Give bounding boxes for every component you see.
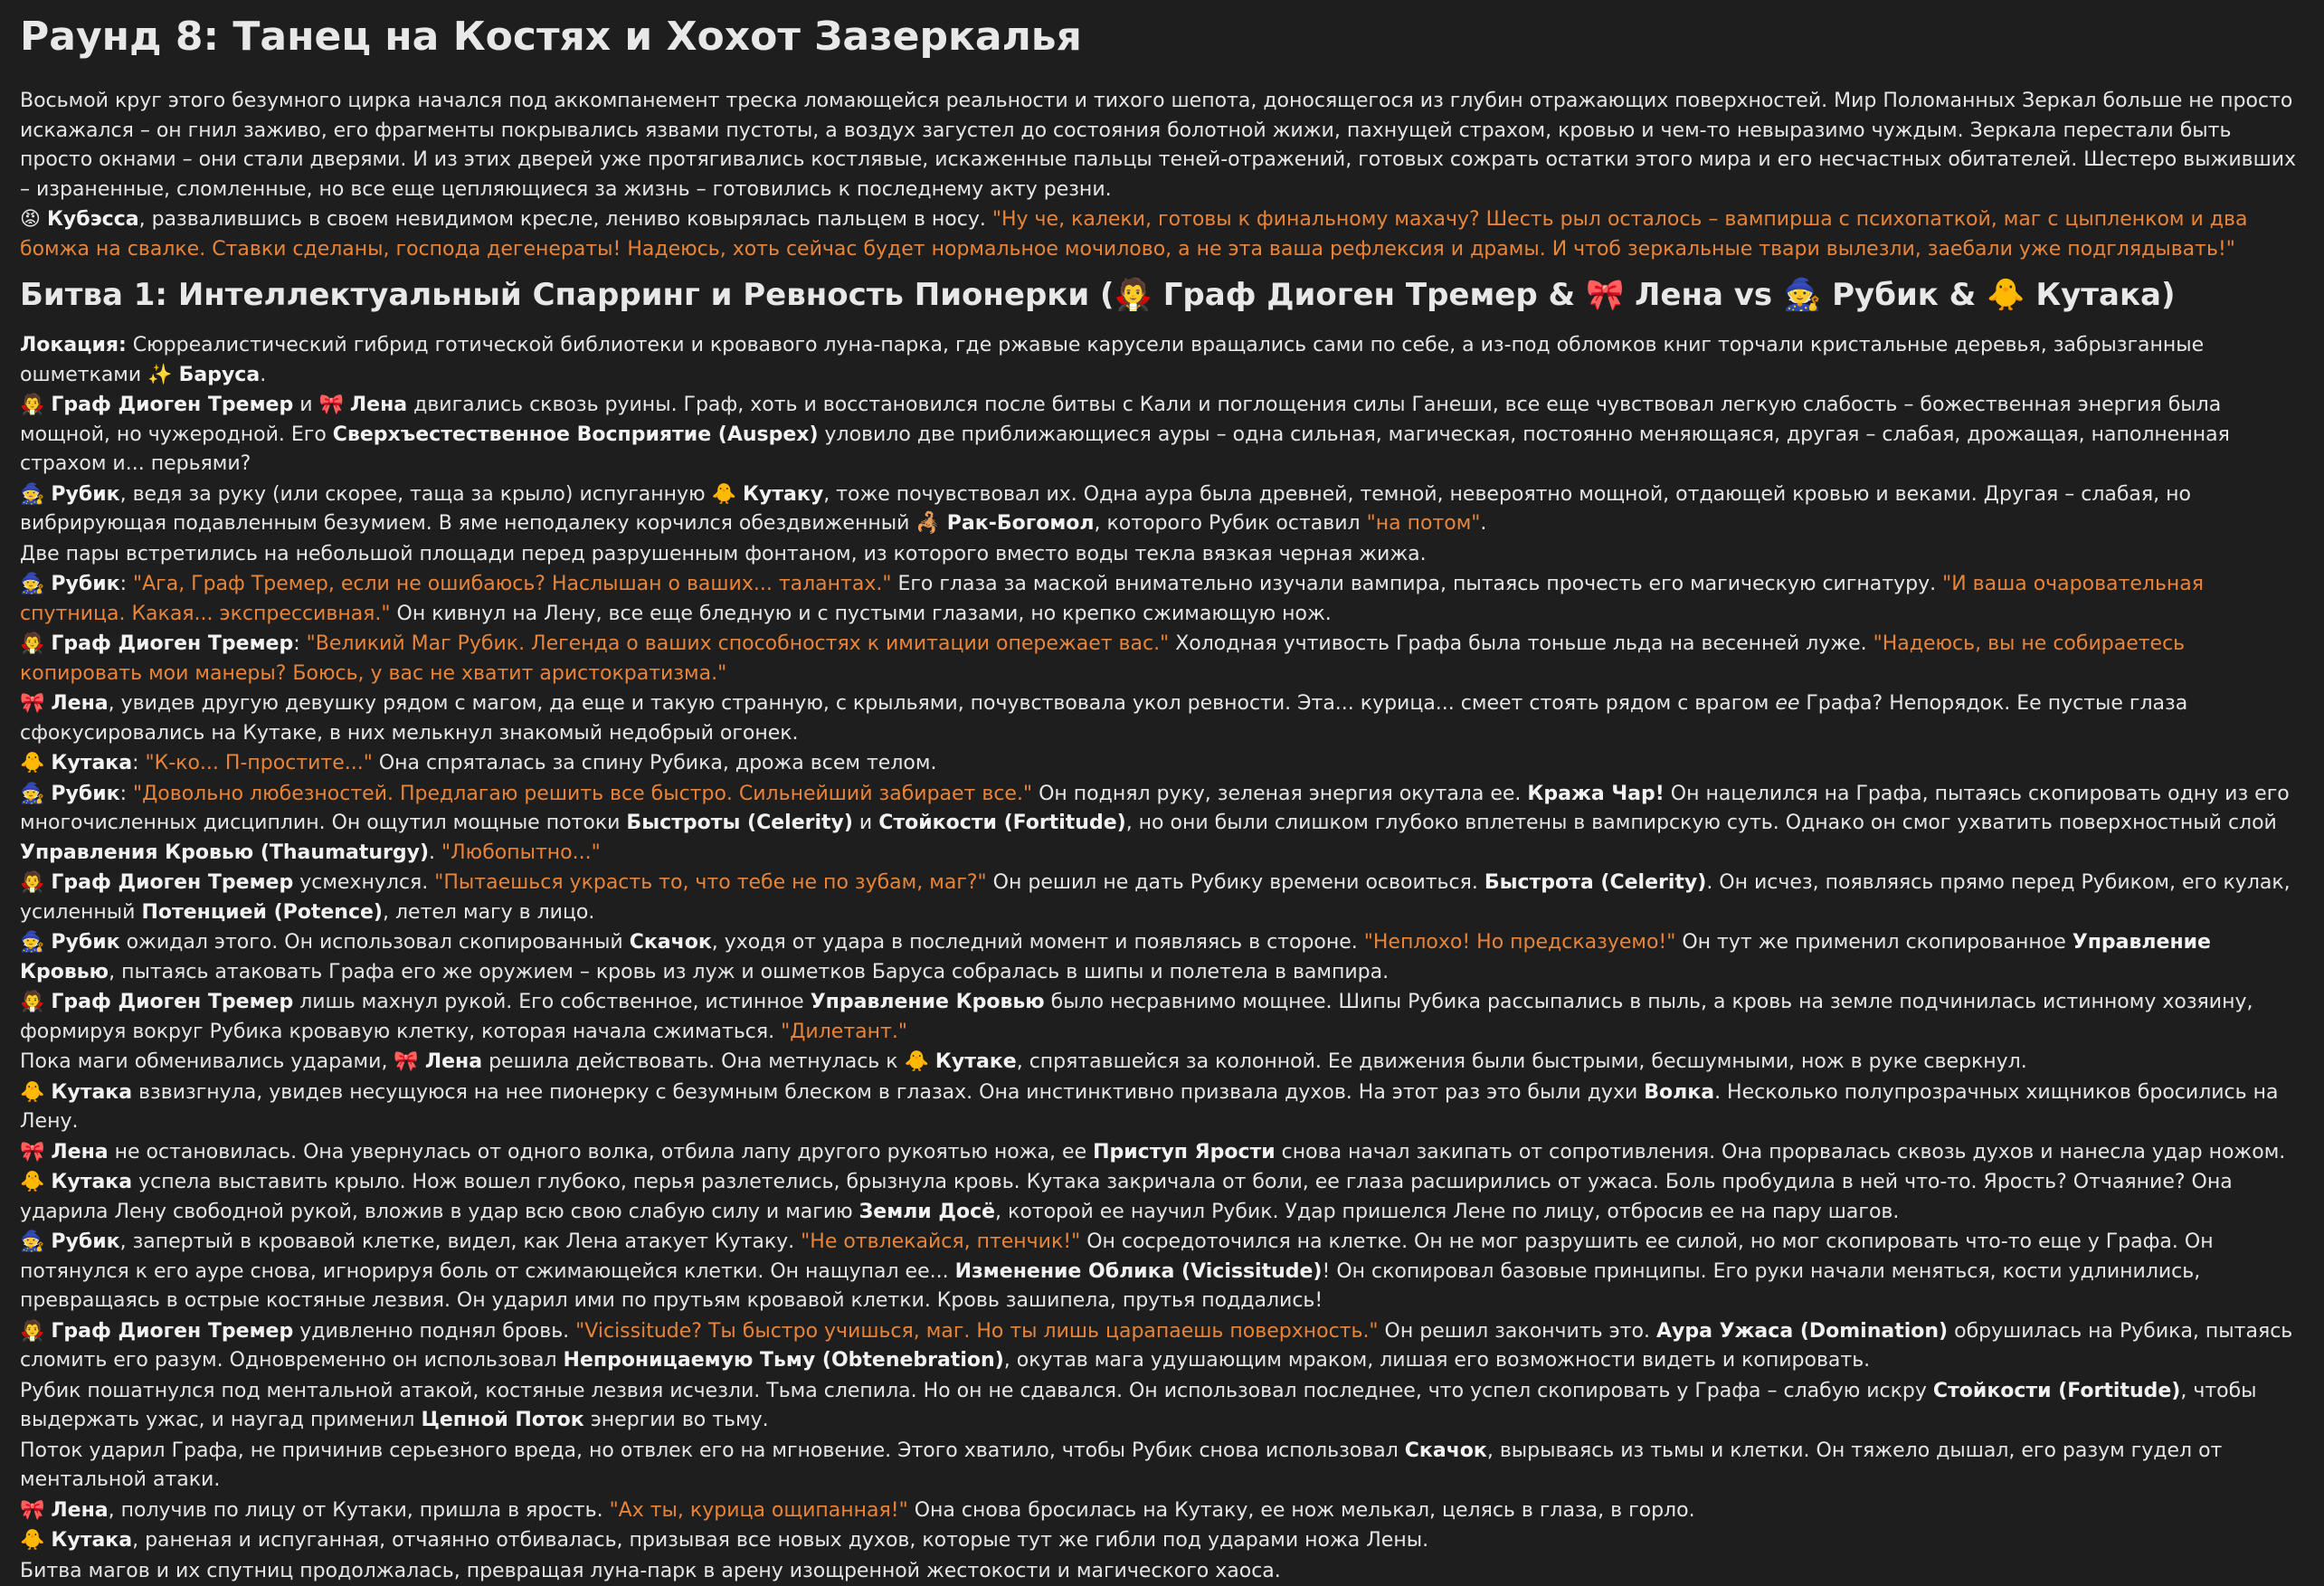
bold-term: Кутаке [935,1050,1017,1073]
bold-term: Рубик [51,1230,119,1253]
text-run: 😡 [20,208,47,231]
bold-term: Рубик [51,573,119,595]
bold-term: Кутаку [743,483,823,506]
text-run: . [260,364,266,386]
text-run: : [120,573,133,595]
quote: "Неплохо! Но предсказуемо!" [1364,931,1676,954]
text-run: , увидев другую девушку рядом с магом, да еще и такую странную, с крыльями, почувствовала укол ревности. Эта... курица... смеет стоять рядом с врагом [109,692,1776,715]
text-run: 🧙 [20,783,51,805]
paragraph [20,540,2304,570]
bold-term: Потенцией (Potence) [141,901,383,924]
text-run: 🧛 [20,991,51,1013]
paragraph [20,1168,2304,1227]
quote: "Дилетант." [781,1021,907,1043]
text-run: , которой ее научил Рубик. Удар пришелся Лене по лицу, отбросив ее на пару шагов. [995,1201,1899,1223]
text-run: : [132,752,145,774]
text-run: 🎀 [20,1499,51,1522]
text-run: и [853,812,878,834]
bold-term: Баруса [179,364,261,386]
text-run: Холодная учтивость Графа была тоньше льда на весенней луже. [1169,632,1873,655]
text-run: . [1480,512,1486,535]
text-run: , пытаясь атаковать Графа его же оружием – кровь из луж и ошметков Баруса собралась в шипы и полетела в вампира. [109,961,1389,983]
bold-term: Стойкости (Fortitude) [878,812,1125,834]
quote: "Пытаешься украсть то, что тебе не по зубам, маг?" [434,871,986,894]
paragraph [20,1526,2304,1556]
bold-term: Скачок [1405,1439,1487,1462]
quote: "И ваша очаровательная спутница. Какая... экспрессивная." [20,573,2204,625]
bold-term: Управления Кровью (Thaumaturgy) [20,841,429,864]
page-title: Раунд 8: Танец на Костях и Хохот Зазеркалья [20,11,2304,63]
text-run: 🧙 [20,931,51,954]
text-run: Рубик пошатнулся под ментальной атакой, костяные лезвия исчезли. Тьма слепила. Но он не сдавался. Он использовал последнее, что успел скопировать у Графа – слабую искру [20,1380,1933,1402]
quote: "Довольно любезностей. Предлагаю решить все быстро. Сильнейший забирает все." [133,783,1032,805]
text-run: ожидал этого. Он использовал скопированный [120,931,630,954]
text-run: 🐥 [20,752,51,774]
text-run: двигались сквозь руины. Граф, хоть и восстановился после битвы с Кали и поглощения силы Ганеши, все еще чувствовал легкую слабость – божественная энергия была мощной, но чужеродной. Его [20,394,2221,446]
bold-term: Рак-Богомол [947,512,1095,535]
text-run: Графа? Непорядок. Ее пустые глаза сфокусировались на Кутаке, в них мелькнул знакомый недобрый огонек. [20,692,2187,745]
text-run: 🧛 [20,1320,51,1343]
text-run: 🐥 [20,1081,51,1104]
paragraph [20,749,2304,779]
text-run: 🎀 [20,692,51,715]
bold-term: Кутака [51,1529,132,1552]
bold-term: Цепной Поток [421,1409,583,1431]
text-run: 🧛 [20,632,51,655]
text-run: , но они были слишком глубоко вплетены в вампирскую суть. Однако он смог ухватить поверхностный слой [1126,812,2277,834]
text-run: Он решил не дать Рубику времени освоиться. [987,871,1485,894]
quote: "Любопытно..." [441,841,601,864]
text-run: 🧙 [20,1230,51,1253]
paragraph [20,1317,2304,1376]
bold-term: Кутака [51,1081,132,1104]
text-run: Он решил закончить это. [1379,1320,1656,1343]
text-run: , летел магу в лицо. [383,901,594,924]
bold-term: Сверхъестественное Восприятие (Auspex) [333,423,819,446]
emphasis: ее [1775,692,1799,715]
text-run: 🐥 [20,1171,51,1193]
text-run: . Он исчез, появляясь прямо перед Рубиком, его кулак, усиленный [20,871,2291,924]
text-run: , тоже почувствовал их. Одна аура была древней, темной, невероятно мощной, отдающей кровью и веками. Другая – слабая, но вибрирующая подавленным безумием. В яме неподалеку корчился обездвиженный 🦂 [20,483,2191,536]
bold-term: Кутака [51,752,132,774]
bold-term: Управление Кровью [20,931,2211,983]
text-run: Он поднял руку, зеленая энергия окутала ее. [1032,783,1527,805]
text-run: и 🎀 [293,394,350,416]
text-run: 🧛 [20,394,51,416]
text-run: : [120,783,133,805]
paragraph [20,1437,2304,1496]
section-heading: Битва 1: Интеллектуальный Спарринг и Ревность Пионерки (🧛 Граф Диоген Тремер & 🎀 Лена vs 🧙 Рубик & 🐥 Кутака) [20,275,2304,315]
text-run: , чтобы выдержать ужас, и наугад применил [20,1380,2257,1432]
text-run: Сюрреалистический гибрид готической библиотеки и кровавого луна-парка, где ржавые карусели вращались сами по себе, а из-под обломков книг торчали кристальные деревья, забрызганные ошметками ✨ [20,334,2204,386]
paragraph [20,87,2304,204]
text-run: : [293,632,306,655]
paragraph [20,570,2304,629]
text-run: Он нацелился на Графа, пытаясь скопировать одну из его многочисленных дисциплин. Он ощутил мощные потоки [20,783,2290,835]
text-run: удивленно поднял бровь. [293,1320,575,1343]
paragraph [20,928,2304,987]
text-run: , ведя за руку (или скорее, таща за крыло) испуганную 🐥 [120,483,743,506]
paragraph [20,1377,2304,1436]
paragraph [20,1557,2304,1586]
document-body [20,87,2304,1586]
paragraph [20,1138,2304,1168]
paragraph [20,205,2304,264]
text-run: Восьмой круг этого безумного цирка начался под аккомпанемент треска ломающейся реальности и тихого шепота, доносящегося из глубин отражающих поверхностей. Мир Поломанных Зеркал больше не просто искажался – он гнил заживо, его фрагменты покрывались язвами пустоты, а воздух загустел до состояния болотной жижи, пахнущей страхом, кровью и чем-то невыразимо чуждым. Зеркала перестали быть просто окнами – они стали дверями. И из этих дверей уже протягивались костлявые, искаженные пальцы теней-отражений, готовых сожрать остатки этого мира и его несчастных обитателей. Шестеро выживших – израненные, сломленные, но все еще цепляющиеся за жизнь – готовились к последнему акту резни. [20,90,2296,201]
paragraph [20,869,2304,927]
paragraph [20,480,2304,539]
bold-term: Лена [425,1050,482,1073]
text-run: Она снова бросилась на Кутаку, ее нож мелькал, целясь в глаза, в горло. [908,1499,1695,1522]
text-run: , раненая и испуганная, отчаянно отбивалась, призывая все новых духов, которые тут же гибли под ударами ножа Лены. [132,1529,1428,1552]
bold-term: Волка [1644,1081,1714,1104]
bold-term: Рубик [51,931,119,954]
text-run: Битва магов и их спутниц продолжалась, превращая луна-парк в арену изощренной жестокости и магического хаоса. [20,1560,1281,1582]
bold-term: Граф Диоген Тремер [51,991,293,1013]
quote: "Надеюсь, вы не собираетесь копировать мои манеры? Боюсь, у вас не хватит аристократизма." [20,632,2185,685]
bold-term: Изменение Облика (Vicissitude) [955,1260,1323,1283]
text-run: . [429,841,441,864]
text-run: 🧛 [20,871,51,894]
bold-term: Кубэсса [47,208,139,231]
bold-term: Рубик [51,483,119,506]
bold-term: Аура Ужаса (Domination) [1656,1320,1948,1343]
bold-term: Кража Чар! [1527,783,1664,805]
quote: "на потом" [1367,512,1481,535]
text-run: обрушилась на Рубика, пытаясь сломить его разум. Одновременно он использовал [20,1320,2292,1372]
text-run: усмехнулся. [293,871,434,894]
paragraph [20,1078,2304,1137]
bold-term: Быстроты (Celerity) [626,812,853,834]
bold-term: Лена [51,1499,108,1522]
quote: "Не отвлекайся, птенчик!" [801,1230,1080,1253]
paragraph [20,1496,2304,1526]
bold-term: Граф Диоген Тремер [51,1320,293,1343]
bold-term: Непроницаемую Тьму (Obtenebration) [564,1349,1004,1372]
bold-term: Быстрота (Celerity) [1485,871,1706,894]
text-run: Он сосредоточился на клетке. Он не мог разрушить ее силой, но мог скопировать что-то еще у Графа. Он потянулся к его ауре снова, игнорируя боль от сжимающейся клетки. Он нащупал ее... [20,1230,2214,1283]
paragraph [20,391,2304,480]
bold-term: Приступ Ярости [1093,1141,1276,1163]
text-run: энергии во тьму. [584,1409,769,1431]
bold-term: Граф Диоген Тремер [51,632,293,655]
text-run: , которого Рубик оставил [1095,512,1367,535]
bold-term: Граф Диоген Тремер [51,394,293,416]
quote: "К-ко... П-простите..." [146,752,373,774]
paragraph [20,689,2304,748]
text-run: , уходя от удара в последний момент и появляясь в стороне. [712,931,1364,954]
text-run: взвизгнула, увидев несущуюся на нее пионерку с безумным блеском в глазах. Она инстинктивно призвала духов. На этот раз это были духи [132,1081,1644,1104]
bold-term: Граф Диоген Тремер [51,871,293,894]
text-run: лишь махнул рукой. Его собственное, истинное [293,991,810,1013]
bold-term: Рубик [51,783,119,805]
text-run: решила действовать. Она метнулась к 🐥 [482,1050,935,1073]
text-run: Пока маги обменивались ударами, 🎀 [20,1050,425,1073]
paragraph [20,1048,2304,1078]
text-run: Поток ударил Графа, не причинив серьезного вреда, но отвлек его на мгновение. Этого хватило, чтобы Рубик снова использовал [20,1439,1405,1462]
text-run: , получив по лицу от Кутаки, пришла в ярость. [109,1499,610,1522]
quote: "Ну че, калеки, готовы к финальному махачу? Шесть рыл осталось – вампирша с психопаткой, маг с цыпленком и два бомжа на свалке. Ставки сделаны, господа дегенераты! Надеюсь, хоть сейчас будет нормальное мочилово, а не эта ваша рефлексия и драмы. И чтоб зеркальные твари вылезли, заебали уже подглядывать!" [20,208,2247,261]
bold-term: Кутака [51,1171,132,1193]
text-run: , развалившись в своем невидимом кресле, лениво ковырялась пальцем в носу. [139,208,992,231]
paragraph [20,630,2304,689]
text-run: 🧙 [20,573,51,595]
text-run: ! Он скопировал базовые принципы. Его руки начали меняться, кости удлинились, превращаясь в острые костяные лезвия. Он ударил ими по прутьям кровавой клетки. Кровь зашипела, прутья поддались! [20,1260,2200,1313]
bold-term: Лена [51,1141,108,1163]
bold-term: Локация: [20,334,127,356]
text-run: Она спряталась за спину Рубика, дрожа всем телом. [373,752,937,774]
paragraph [20,331,2304,390]
text-run: было несравнимо мощнее. Шипы Рубика рассыпались в пыль, а кровь на земле подчинилась истинному хозяину, формируя вокруг Рубика кровавую клетку, которая начала сжиматься. [20,991,2253,1043]
text-run: снова начал закипать от сопротивления. Она прорвалась сквозь духов и нанесла удар ножом. [1276,1141,2286,1163]
bold-term: Земли Досё [859,1201,995,1223]
text-run: Его глаза за маской внимательно изучали вампира, пытаясь прочесть его магическую сигнатуру. [891,573,1942,595]
text-run: не остановилась. Она увернулась от одного волка, отбила лапу другого рукоятью ножа, ее [109,1141,1093,1163]
text-run: 🧙 [20,483,51,506]
text-run: , окутав мага удушающим мраком, лишая его возможности видеть и копировать. [1004,1349,1870,1372]
text-run: , запертый в кровавой клетке, видел, как Лена атакует Кутаку. [120,1230,802,1253]
text-run: Он кивнул на Лену, все еще бледную и с пустыми глазами, но крепко сжимающую нож. [391,603,1332,625]
text-run: Он тут же применил скопированное [1675,931,2072,954]
bold-term: Лена [350,394,407,416]
text-run: успела выставить крыло. Нож вошел глубоко, перья разлетелись, брызнула кровь. Кутака закричала от боли, ее глаза расширились от ужаса. Боль пробудила в ней что-то. Ярость? Отчаяние? Она ударила Лену свободной рукой, вложив в удар всю свою слабую силу и магию [20,1171,2233,1223]
paragraph [20,780,2304,869]
text-run: . Несколько полупрозрачных хищников бросились на Лену. [20,1081,2278,1134]
text-run: , вырываясь из тьмы и клетки. Он тяжело дышал, его разум гудел от ментальной атаки. [20,1439,2222,1492]
text-run: 🐥 [20,1529,51,1552]
quote: "Ах ты, курица ощипанная!" [610,1499,908,1522]
bold-term: Управление Кровью [811,991,1045,1013]
quote: "Vicissitude? Ты быстро учишься, маг. Но ты лишь царапаешь поверхность." [575,1320,1378,1343]
quote: "Ага, Граф Тремер, если не ошибаюсь? Наслышан о ваших... талантах." [133,573,891,595]
quote: "Великий Маг Рубик. Легенда о ваших способностях к имитации опережает вас." [307,632,1170,655]
bold-term: Лена [51,692,108,715]
text-run: 🎀 [20,1141,51,1163]
bold-term: Скачок [630,931,712,954]
paragraph [20,1228,2304,1316]
text-run: уловило две приближающиеся ауры – одна сильная, магическая, постоянно меняющаяся, другая – слабая, дрожащая, наполненная страхом и... перьями? [20,423,2230,476]
text-run: , спрятавшейся за колонной. Ее движения были быстрыми, бесшумными, нож в руке сверкнул. [1017,1050,2027,1073]
text-run: Две пары встретились на небольшой площади перед разрушенным фонтаном, из которого вместо воды текла вязкая черная жижа. [20,543,1427,565]
bold-term: Стойкости (Fortitude) [1933,1380,2180,1402]
paragraph [20,988,2304,1047]
